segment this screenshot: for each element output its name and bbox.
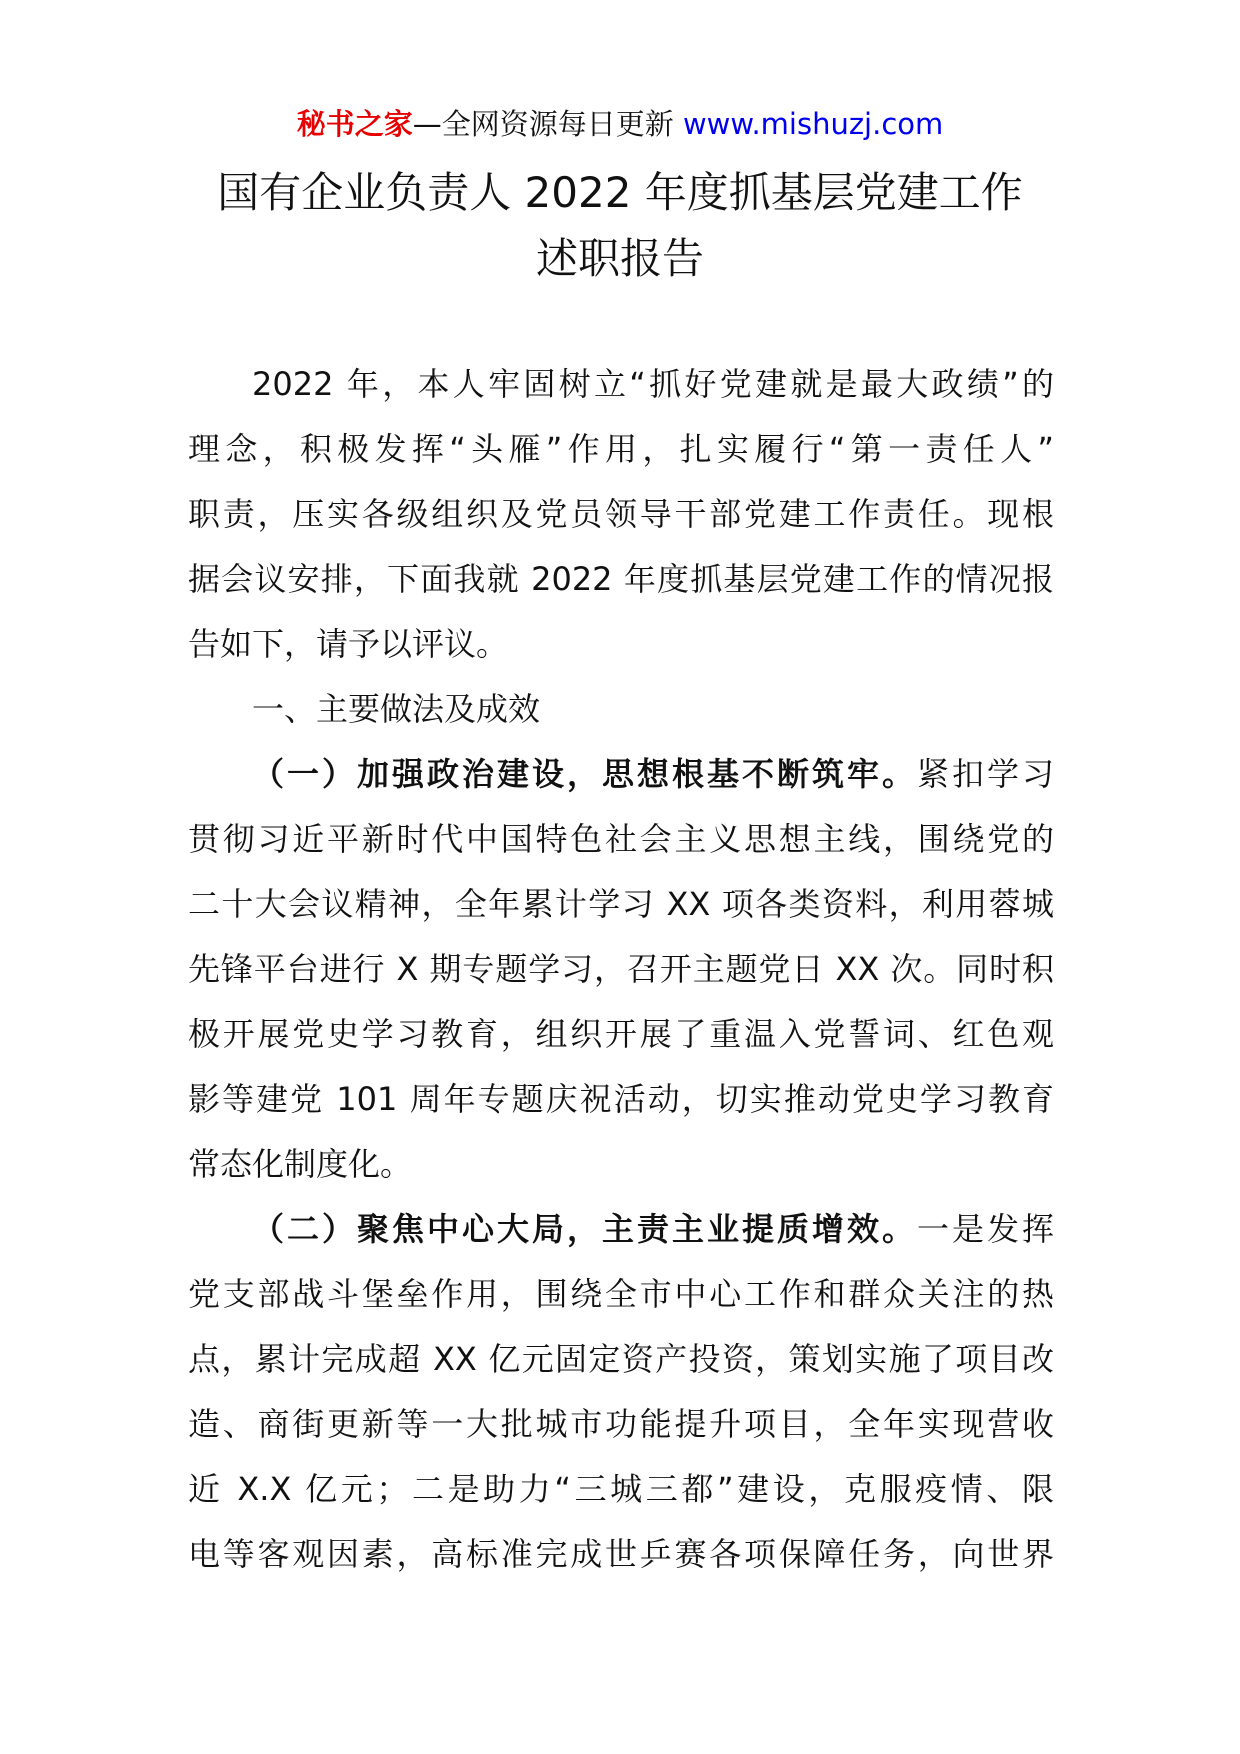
- paragraph-line: 常态化制度化。: [188, 1145, 413, 1183]
- paragraph-line: [188, 742, 1054, 807]
- document-title: [140, 160, 1100, 292]
- paragraph-line: 造、商街更新等一大批城市功能提升项目，全年实现营收: [188, 1405, 1054, 1443]
- paragraph-line: 先锋平台进行 X 期专题学习，召开主题党日 XX 次。同时积: [188, 950, 1054, 988]
- paragraph-line: 据会议安排，下面我就 2022 年度抓基层党建工作的情况报: [188, 560, 1054, 598]
- document-body: [188, 352, 1054, 1587]
- paragraph-line: 影等建党 101 周年专题庆祝活动，切实推动党史学习教育: [188, 1080, 1054, 1118]
- intro-paragraph: [188, 352, 1054, 677]
- banner-tagline: —全网资源每日更新: [412, 107, 683, 141]
- item-2-lead: 一是发挥: [916, 1210, 1054, 1248]
- title-line-2: 述职报告: [535, 234, 704, 283]
- paragraph-line: 职责，压实各级组织及党员领导干部党建工作责任。现根: [188, 495, 1054, 533]
- site-banner: [0, 104, 1240, 144]
- paragraph-line: 理念，积极发挥“头雁”作用，扎实履行“第一责任人”: [188, 430, 1054, 468]
- item-2-heading: （二）聚焦中心大局，主责主业提质增效。: [252, 1210, 917, 1248]
- paragraph-line: 党支部战斗堡垒作用，围绕全市中心工作和群众关注的热: [188, 1275, 1054, 1313]
- item-1-paragraph: [188, 742, 1054, 1197]
- paragraph-line: 告如下，请予以评议。: [188, 625, 509, 663]
- item-1-heading: （一）加强政治建设，思想根基不断筑牢。: [252, 755, 917, 793]
- paragraph-line: 点，累计完成超 XX 亿元固定资产投资，策划实施了项目改: [188, 1340, 1054, 1378]
- paragraph-line: 近 X.X 亿元；二是助力“三城三都”建设，克服疫情、限: [188, 1470, 1054, 1508]
- banner-brand: 秘书之家: [296, 107, 413, 141]
- paragraph-line: [188, 1197, 1054, 1262]
- paragraph-line: 2022 年，本人牢固树立“抓好党建就是最大政绩”的: [252, 365, 1054, 403]
- title-line-1: 国有企业负责人 2022 年度抓基层党建工作: [217, 168, 1023, 217]
- paragraph-line: 二十大会议精神，全年累计学习 XX 项各类资料，利用蓉城: [188, 885, 1054, 923]
- paragraph-line: 极开展党史学习教育，组织开展了重温入党誓词、红色观: [188, 1015, 1054, 1053]
- item-2-paragraph: [188, 1197, 1054, 1587]
- banner-url-link[interactable]: www.mishuzj.com: [682, 107, 944, 141]
- paragraph-line: 电等客观因素，高标准完成世乒赛各项保障任务，向世界: [188, 1535, 1054, 1573]
- paragraph-line: 贯彻习近平新时代中国特色社会主义思想主线，围绕党的: [188, 820, 1054, 858]
- item-1-lead: 紧扣学习: [916, 755, 1054, 793]
- section-heading: 一、主要做法及成效: [252, 690, 541, 728]
